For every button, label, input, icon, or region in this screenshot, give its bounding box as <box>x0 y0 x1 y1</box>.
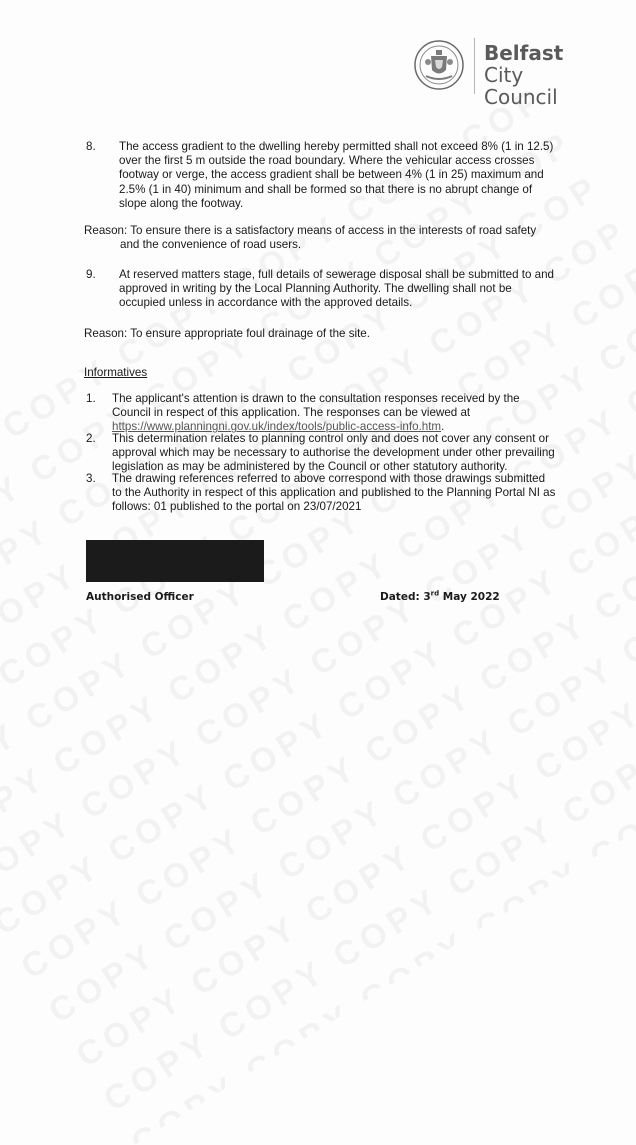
condition-text: At reserved matters stage, full details of sewerage disposal shall be submitted to and approved in writing by the Local Planning Authority. The dwelling shall not be occupied unless in accordance with the approved details. <box>119 268 554 310</box>
public-access-link[interactable]: https://www.planningni.gov.uk/index/tools/public-access-info.htm <box>112 420 442 434</box>
condition-9-reason <box>84 327 554 341</box>
condition-text: The access gradient to the dwelling hereby permitted shall not exceed 8% (1 in 12.5) over the first 5 m outside the road boundary. Where the vehicular access crosses footway or verge, the access gradient shall be between 4% (1 in 25) maximum and 2.5% (1 in 40) minimum and shall be formed so that there is no abrupt change of slope along the footway. <box>119 140 554 210</box>
informative-number: 3. <box>86 472 96 485</box>
authorised-officer-label: Authorised Officer <box>86 591 194 603</box>
reason-text-continued: and the convenience of road users. <box>120 238 302 252</box>
link-trailing-punctuation: . <box>441 420 445 434</box>
informative-number: 2. <box>86 432 96 445</box>
council-name-line2: City Council <box>484 63 558 109</box>
informative-text: This determination relates to planning control only and does not cover any consent or approval which may be necessary to authorise the development under other prevailing legislation as may be administered by the Council or other statutory authority. <box>112 432 555 474</box>
informatives-heading: Informatives <box>84 366 148 379</box>
condition-number: 9. <box>86 268 96 281</box>
condition-8-reason <box>84 224 554 252</box>
reason-label: Reason: <box>84 327 128 340</box>
condition-number: 8. <box>86 140 96 153</box>
informative-text <box>112 392 557 435</box>
informative-text: The drawing references referred to above correspond with those drawings submitted to the Authority in respect of this application and published to the Planning Portal NI as follows: 01 published to the portal on 23/07/2021 <box>112 472 556 514</box>
informative-body: The applicant's attention is drawn to the consultation responses received by the Council in respect of this application. The responses can be viewed at <box>112 392 520 420</box>
reason-text: To ensure there is a satisfactory means of access in the interests of road safety <box>130 224 537 237</box>
reason-label: Reason: <box>84 224 128 237</box>
dated-label <box>380 590 500 604</box>
informative-number: 1. <box>86 392 96 405</box>
dated-rest: May 2022 <box>439 591 500 603</box>
redacted-signature <box>86 540 264 582</box>
dated-prefix: Dated: 3 <box>380 591 431 603</box>
reason-text: To ensure appropriate foul drainage of the site. <box>130 327 370 340</box>
dated-ordinal: rd <box>430 589 440 598</box>
council-name-line1: Belfast <box>484 41 564 65</box>
